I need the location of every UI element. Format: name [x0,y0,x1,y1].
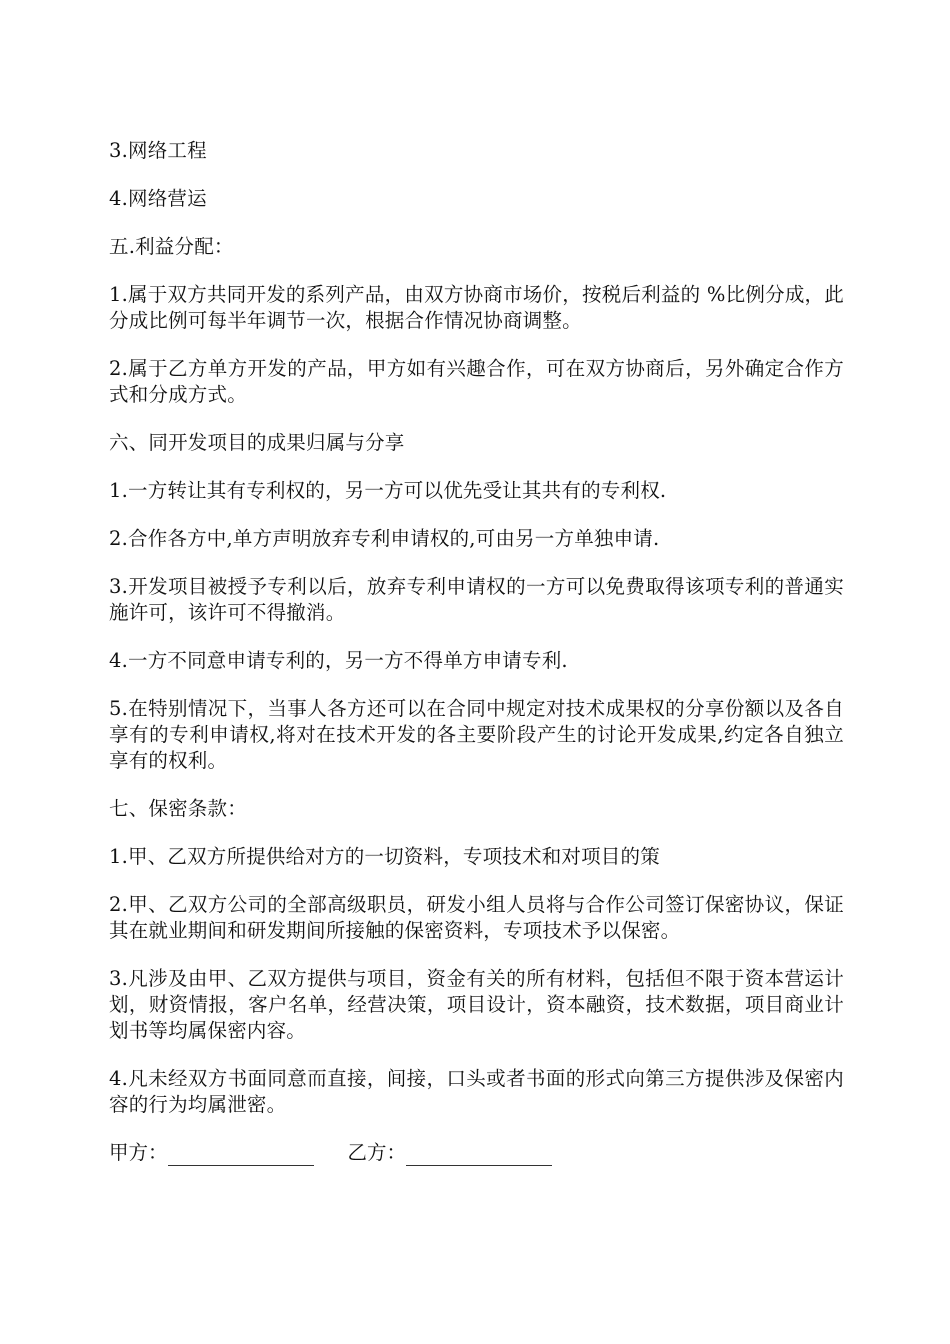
section-heading-profit-distribution: 五.利益分配： [109,235,234,258]
party-a-signature-line [168,1145,314,1166]
paragraph-confidentiality-clause-4: 4.凡未经双方书面同意而直接，间接，口头或者书面的形式向第三方提供涉及保密内容的行为均属泄密。 [109,1067,844,1116]
paragraph-confidentiality-clause-3: 3.凡涉及由甲、乙双方提供与项目，资金有关的所有材料，包括但不限于资本营运计划，财资情报，客户名单，经营决策，项目设计，资本融资，技术数据，项目商业计划书等均属保密内容。 [109,967,844,1042]
paragraph-confidentiality-clause-1: 1.甲、乙双方所提供给对方的一切资料，专项技术和对项目的策 [109,845,660,868]
party-b-signature-line [406,1145,552,1166]
paragraph-confidentiality-clause-2: 2.甲、乙双方公司的全部高级职员，研发小组人员将与合作公司签订保密协议，保证其在就业期间和研发期间所接触的保密资料，专项技术予以保密。 [109,893,844,942]
paragraph-ownership-clause-5: 5.在特别情况下，当事人各方还可以在合同中规定对技术成果权的分享份额以及各自享有的专利申请权,将对在技术开发的各主要阶段产生的讨论开发成果,约定各自独立享有的权利。 [109,697,844,772]
paragraph-item-4-network-operation: 4.网络营运 [109,187,207,210]
section-heading-confidentiality: 七、保密条款： [109,797,247,820]
signature-row [109,1140,844,1166]
document-page [109,138,844,1166]
paragraph-profit-clause-2: 2.属于乙方单方开发的产品，甲方如有兴趣合作，可在双方协商后，另外确定合作方式和分成方式。 [109,357,844,406]
paragraph-ownership-clause-1: 1.一方转让其有专利权的，另一方可以优先受让其共有的专利权. [109,479,667,502]
party-a-label: 甲方： [109,1141,168,1164]
paragraph-ownership-clause-4: 4.一方不同意申请专利的，另一方不得单方申请专利. [109,649,568,672]
paragraph-ownership-clause-2: 2.合作各方中,单方声明放弃专利申请权的,可由另一方单独申请. [109,527,660,550]
paragraph-item-3-network-engineering: 3.网络工程 [109,139,207,162]
section-heading-results-ownership: 六、同开发项目的成果归属与分享 [109,431,405,454]
paragraph-profit-clause-1: 1.属于双方共同开发的系列产品，由双方协商市场价，按税后利益的 %比例分成，此分成比例可每半年调节一次，根据合作情况协商调整。 [109,283,844,332]
paragraph-ownership-clause-3: 3.开发项目被授予专利以后，放弃专利申请权的一方可以免费取得该项专利的普通实施许可，该许可不得撤消。 [109,575,844,624]
party-b-label: 乙方： [347,1141,407,1164]
